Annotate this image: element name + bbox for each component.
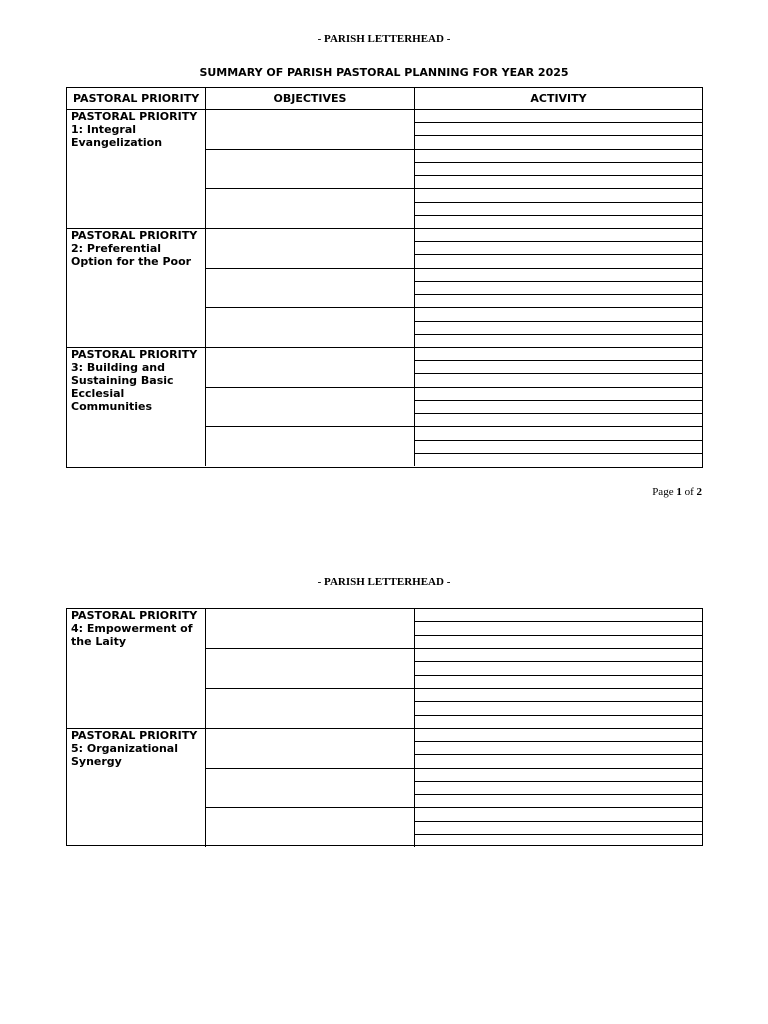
activity-cell[interactable] bbox=[415, 794, 702, 807]
document-title: SUMMARY OF PARISH PASTORAL PLANNING FOR YEAR 2025 bbox=[199, 66, 569, 79]
objective-cell[interactable] bbox=[206, 729, 414, 768]
objective-cell[interactable] bbox=[206, 110, 414, 149]
objectives-column bbox=[206, 729, 415, 847]
page-word: Page bbox=[652, 486, 674, 498]
objective-cell[interactable] bbox=[206, 268, 414, 308]
activity-cell[interactable] bbox=[415, 609, 702, 621]
objective-cell[interactable] bbox=[206, 688, 414, 728]
activity-cell[interactable] bbox=[415, 400, 702, 413]
activity-cell[interactable] bbox=[415, 229, 702, 241]
header-pastoral-priority: PASTORAL PRIORITY bbox=[67, 88, 206, 109]
activity-cell[interactable] bbox=[415, 268, 702, 281]
priority-row-3 bbox=[67, 347, 702, 466]
activity-cell[interactable] bbox=[415, 768, 702, 781]
objective-cell[interactable] bbox=[206, 149, 414, 189]
priority-label-3: PASTORAL PRIORITY 3: Building and Sustaining Basic Ecclesial Communities bbox=[67, 348, 206, 466]
objective-cell[interactable] bbox=[206, 307, 414, 347]
activity-cell[interactable] bbox=[415, 387, 702, 400]
activity-cell[interactable] bbox=[415, 241, 702, 254]
activity-cell[interactable] bbox=[415, 110, 702, 122]
activity-cell[interactable] bbox=[415, 413, 702, 426]
objectives-column bbox=[206, 348, 415, 466]
activity-cell[interactable] bbox=[415, 781, 702, 794]
page-current: 1 bbox=[676, 486, 682, 498]
objective-cell[interactable] bbox=[206, 188, 414, 228]
table-header-row bbox=[67, 88, 702, 110]
header-activity: ACTIVITY bbox=[530, 92, 587, 105]
activity-cell[interactable] bbox=[415, 635, 702, 648]
activity-cell[interactable] bbox=[415, 821, 702, 834]
activity-cell[interactable] bbox=[415, 348, 702, 360]
activity-cell[interactable] bbox=[415, 188, 702, 201]
activity-cell[interactable] bbox=[415, 135, 702, 148]
objective-cell[interactable] bbox=[206, 426, 414, 466]
activity-cell[interactable] bbox=[415, 701, 702, 714]
activity-cell[interactable] bbox=[415, 688, 702, 701]
activity-column bbox=[415, 609, 702, 728]
activity-cell[interactable] bbox=[415, 621, 702, 634]
activity-column bbox=[415, 729, 702, 847]
activity-column bbox=[415, 110, 702, 228]
activity-cell[interactable] bbox=[415, 754, 702, 767]
activity-cell[interactable] bbox=[415, 661, 702, 674]
activity-cell[interactable] bbox=[415, 281, 702, 294]
activity-cell[interactable] bbox=[415, 162, 702, 175]
activity-cell[interactable] bbox=[415, 648, 702, 661]
activity-cell[interactable] bbox=[415, 149, 702, 162]
objective-cell[interactable] bbox=[206, 387, 414, 427]
page-number bbox=[652, 486, 702, 498]
objective-cell[interactable] bbox=[206, 807, 414, 847]
priority-row-1 bbox=[67, 110, 702, 228]
activity-cell[interactable] bbox=[415, 175, 702, 188]
pastoral-planning-table-page2 bbox=[66, 608, 703, 846]
of-word: of bbox=[684, 486, 694, 498]
activity-column bbox=[415, 229, 702, 347]
activity-cell[interactable] bbox=[415, 321, 702, 334]
activity-cell[interactable] bbox=[415, 122, 702, 135]
priority-row-2 bbox=[67, 228, 702, 347]
priority-label-1: PASTORAL PRIORITY 1: Integral Evangelization bbox=[67, 110, 206, 228]
activity-cell[interactable] bbox=[415, 453, 702, 466]
page1-letterhead: - PARISH LETTERHEAD - bbox=[317, 33, 451, 45]
activity-cell[interactable] bbox=[415, 807, 702, 820]
activity-cell[interactable] bbox=[415, 215, 702, 228]
objectives-column bbox=[206, 110, 415, 228]
objectives-column bbox=[206, 609, 415, 728]
priority-label-4: PASTORAL PRIORITY 4: Empowerment of the Laity bbox=[67, 609, 206, 728]
activity-cell[interactable] bbox=[415, 834, 702, 847]
page2-letterhead: - PARISH LETTERHEAD - bbox=[317, 576, 451, 588]
objective-cell[interactable] bbox=[206, 768, 414, 808]
header-objectives: OBJECTIVES bbox=[206, 88, 415, 109]
activity-cell[interactable] bbox=[415, 307, 702, 320]
priority-row-4 bbox=[67, 609, 702, 728]
activity-cell[interactable] bbox=[415, 426, 702, 439]
objective-cell[interactable] bbox=[206, 348, 414, 387]
priority-label-2: PASTORAL PRIORITY 2: Preferential Option for the Poor bbox=[67, 229, 206, 347]
activity-cell[interactable] bbox=[415, 254, 702, 267]
activity-cell[interactable] bbox=[415, 202, 702, 215]
page-total: 2 bbox=[696, 486, 702, 498]
activity-cell[interactable] bbox=[415, 715, 702, 728]
objective-cell[interactable] bbox=[206, 609, 414, 648]
activity-cell[interactable] bbox=[415, 440, 702, 453]
activity-cell[interactable] bbox=[415, 741, 702, 754]
pastoral-planning-table-page1 bbox=[66, 87, 703, 468]
activity-cell[interactable] bbox=[415, 675, 702, 688]
objective-cell[interactable] bbox=[206, 229, 414, 268]
priority-row-5 bbox=[67, 728, 702, 847]
objectives-column bbox=[206, 229, 415, 347]
activity-cell[interactable] bbox=[415, 373, 702, 386]
activity-cell[interactable] bbox=[415, 360, 702, 373]
activity-cell[interactable] bbox=[415, 729, 702, 741]
objective-cell[interactable] bbox=[206, 648, 414, 688]
activity-column bbox=[415, 348, 702, 466]
activity-cell[interactable] bbox=[415, 294, 702, 307]
activity-cell[interactable] bbox=[415, 334, 702, 347]
priority-label-5: PASTORAL PRIORITY 5: Organizational Synergy bbox=[67, 729, 206, 847]
